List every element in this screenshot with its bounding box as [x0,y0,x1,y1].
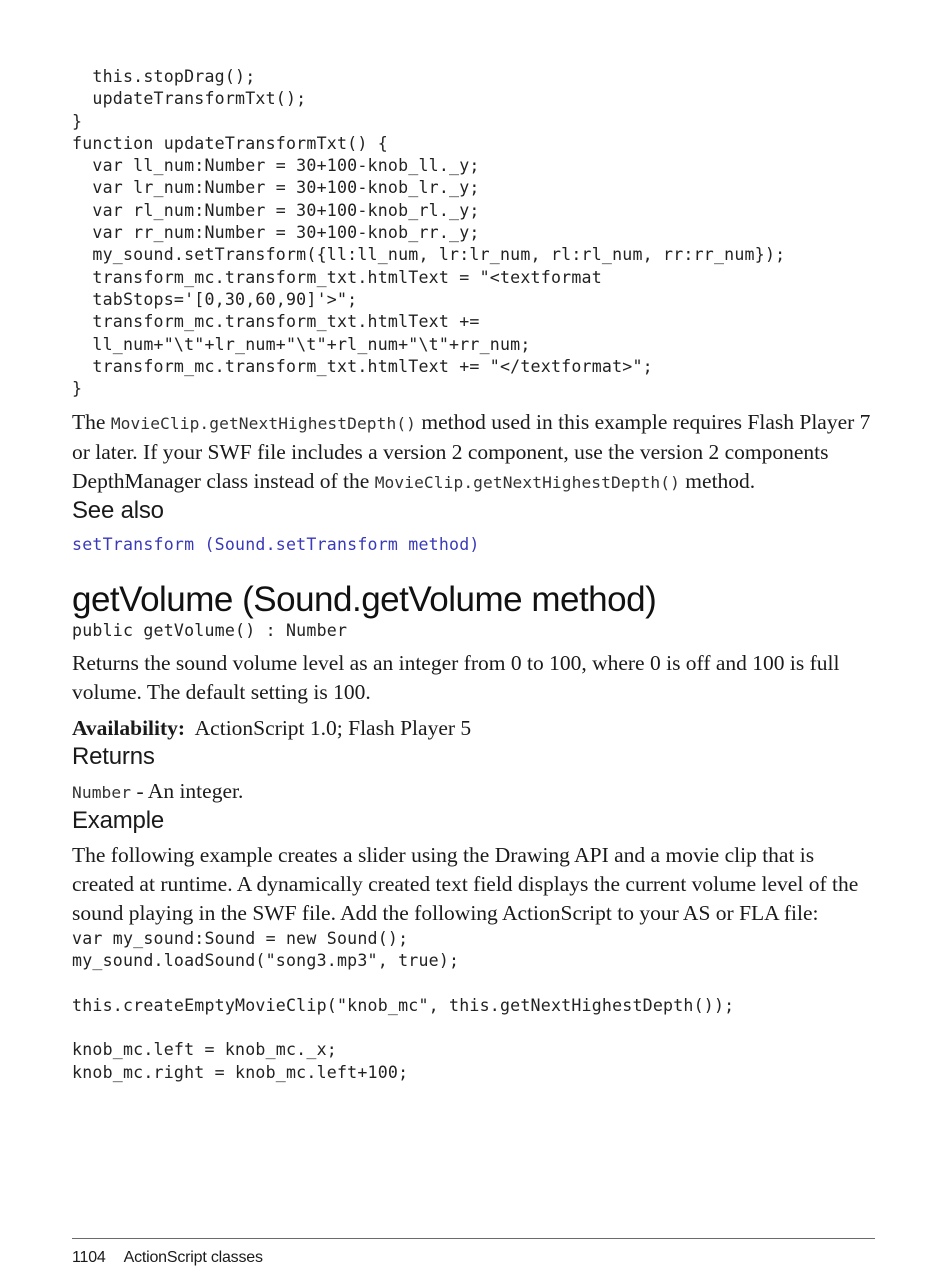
method-description: Returns the sound volume level as an integer from 0 to 100, where 0 is off and 100 is full volume. The default setting is 100. [72,650,840,704]
availability-line [72,714,878,743]
footer-divider [72,1238,875,1239]
note-text-3: method. [679,469,756,494]
availability-label: Availability: [72,715,186,740]
method-title: getVolume (Sound.getVolume method) [72,580,657,620]
example-description: The following example creates a slider using the Drawing API and a movie clip that is created at runtime. A dynamically created text field displays the current volume level of the sound playing in the SWF file. Add the following ActionScript to your AS or FLA file: [72,842,859,925]
depth-note-paragraph [72,408,878,497]
method-signature: public getVolume() : Number [72,621,348,641]
see-also-link[interactable]: setTransform (Sound.setTransform method) [72,535,480,555]
returns-type: Number [72,782,132,802]
note-code-1: MovieClip.getNextHighestDepth() [110,414,417,434]
example-code-block: var my_sound:Sound = new Sound(); my_sound.loadSound("song3.mp3", true); this.createEmptyMovieClip("knob_mc", this.getNextHighestDepth()); knob_mc.left = knob_mc._x; knob_mc.right = knob_mc.left+100; [72,928,735,1082]
see-also-heading: See also [72,497,164,525]
returns-line [72,777,878,807]
footer-page-number: 1104 [72,1249,106,1266]
note-code-2: MovieClip.getNextHighestDepth() [374,473,680,493]
returns-heading: Returns [72,742,155,770]
page-footer [72,1249,263,1267]
note-text-1: The [72,410,111,435]
footer-section-title: ActionScript classes [123,1249,263,1266]
code-block-continuation: this.stopDrag(); updateTransformTxt(); } function updateTransformTxt() { var ll_num:Number = 30+100-knob_ll._y; var lr_num:Number = 30+100-knob_lr._y; var rl_num:Number = 30+100-knob_rl._y; var rr_num:Number = 30+100-knob_rr._y; my_sound.setTransform({ll:ll_num, lr:lr_num, rl:rl_num, rr:rr_num}); transform_mc.transform_txt.htmlText = "<textformat tabStops='[0,30,60,90]'>"; transform_mc.transform_txt.htmlText += ll_num+"\t"+lr_num+"\t"+rl_num+"\t"+rr_num; transform_mc.transform_txt.htmlText += "</textformat>"; } [72,67,786,399]
document-page [72,66,878,1084]
availability-value: ActionScript 1.0; Flash Player 5 [194,715,472,740]
returns-text: - An integer. [131,778,244,803]
note-text-2: method used in this example requires Flash Player 7 or later. If your SWF file includes a version 2 component, use the version 2 components DepthManager class instead of the [72,410,871,494]
example-heading: Example [72,806,164,834]
